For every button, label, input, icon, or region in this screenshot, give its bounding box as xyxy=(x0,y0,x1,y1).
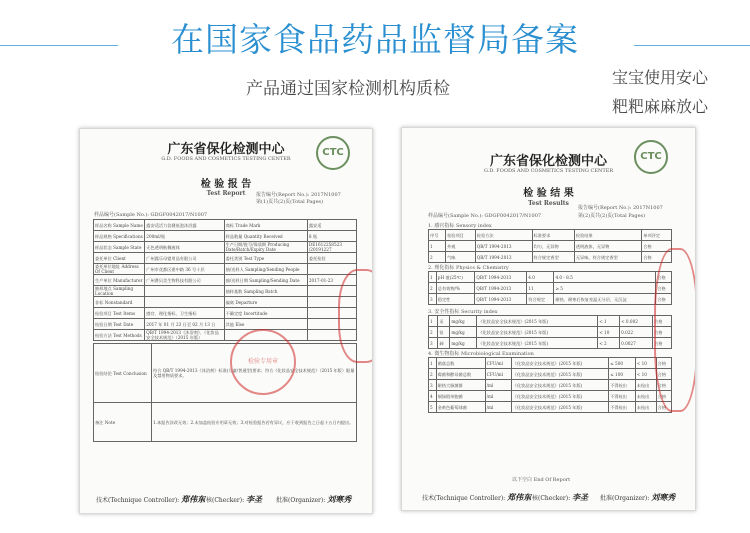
table-cell: 0.0027 xyxy=(620,338,653,349)
center-name-en: G.D. FOODS AND COSMETICS TESTING CENTER xyxy=(483,168,614,174)
table-cell: mg/kg xyxy=(450,316,477,327)
table-cell: 合格 xyxy=(656,391,671,402)
info-row xyxy=(94,264,357,275)
test-report-document xyxy=(79,128,373,514)
ctc-logo: CTC xyxy=(316,136,350,170)
table-cell: 委托单位 Client xyxy=(94,253,145,264)
section-physchem: 2. 理化指标 Physics & Chemistry xyxy=(428,265,509,271)
note-label: 备注 Note xyxy=(94,403,152,442)
table-cell: < 10 xyxy=(635,369,656,380)
seam-stamp xyxy=(654,248,696,412)
table-cell: ≤ 100 xyxy=(609,369,636,380)
table-cell: 《化妆品安全技术规范》(2015 年版) xyxy=(511,380,609,391)
sig-checker-label: 审核(Checker): xyxy=(526,495,571,502)
result-row xyxy=(429,272,672,283)
table-cell: 偏离 Departure xyxy=(224,297,307,308)
sig-organizer xyxy=(600,492,675,503)
sig-technique-name: 郑伟东 xyxy=(507,492,532,502)
table-cell: ≥ 5 xyxy=(554,283,656,294)
info-row xyxy=(94,242,357,253)
table-cell: < 2 xyxy=(598,338,620,349)
table-cell: 序号 xyxy=(429,230,446,241)
results-title-en: Test Results xyxy=(528,200,569,207)
info-row xyxy=(94,231,357,242)
table-cell: < 0.002 xyxy=(620,316,653,327)
ctc-logo: CTC xyxy=(634,140,668,174)
table-cell: 广州市花都区建中路 36 号十层 xyxy=(145,264,224,275)
table-cell: mg/kg xyxy=(450,338,477,349)
page-title: 在国家食品药品监督局备案 xyxy=(171,20,579,59)
table-cell: 生产日期/批号/保质期 Producing Date/Batch/Expiry Date xyxy=(224,242,307,253)
result-row xyxy=(429,230,672,241)
table-cell: 未检出 xyxy=(635,391,656,402)
table-cell: mg/kg xyxy=(450,327,477,338)
table-cell: 总有效物/% xyxy=(436,283,475,294)
report-title-en: Test Report xyxy=(206,190,246,197)
table-cell: 菌落总数 xyxy=(436,358,485,369)
info-row xyxy=(94,319,357,330)
table-cell: 无异味，符合规定香型 xyxy=(574,252,641,263)
table-cell: < 10 xyxy=(598,327,620,338)
info-row xyxy=(94,275,357,286)
sig-technique-label: 技术(Technique Controller): xyxy=(422,495,506,502)
report-info-table xyxy=(93,219,357,341)
sig-organizer-name: 刘寒秀 xyxy=(651,492,676,502)
center-name-en: G.D. FOODS AND COSMETICS TESTING CENTER xyxy=(161,156,291,162)
result-row xyxy=(429,391,672,402)
table-cell: 符合规定香型 xyxy=(532,252,574,263)
table-cell: 样品规格 Specifications xyxy=(94,231,145,242)
results-title-cn: 检 验 结 果 xyxy=(523,188,574,199)
center-name-cn: 广东省保化检测中心 xyxy=(489,154,607,169)
table-cell: 单项评定 xyxy=(642,230,672,241)
table-cell: 3 xyxy=(429,380,437,391)
table-cell: QB/T 1994-2013 xyxy=(475,272,527,283)
table-cell: < 10 xyxy=(635,358,656,369)
table-cell: 合格 xyxy=(642,252,672,263)
sample-number: 样品编号(Sample No.): GDGF0042017/N1007 xyxy=(428,213,542,219)
table-cell: 铅 xyxy=(438,327,450,338)
table-cell: 1 xyxy=(429,241,446,252)
table-cell: 合格 xyxy=(656,358,671,369)
test-stamp: 检验专用章 xyxy=(230,329,296,395)
table-cell: DE1612258523 /20191227 xyxy=(307,242,356,253)
table-cell: 合格 xyxy=(656,402,671,413)
table-cell: 合格 xyxy=(656,272,672,283)
center-name-cn: 广东省保化检测中心 xyxy=(167,142,285,157)
table-cell: 砷 xyxy=(438,338,450,349)
seam-stamp xyxy=(338,269,373,363)
table-cell: 未检出 xyxy=(635,380,656,391)
sig-technique-name: 郑伟东 xyxy=(181,494,206,504)
conclusion-table xyxy=(93,343,357,442)
table-cell: 8 瓶 xyxy=(307,231,356,242)
page-info: 第(1)页共(2)页(Total Pages) xyxy=(256,199,324,205)
table-cell: 金黄色葡萄球菌 xyxy=(436,402,485,413)
sensory-table xyxy=(428,229,672,263)
sig-checker-label: 审核(Checker): xyxy=(200,497,245,504)
table-cell: 《化妆品安全技术规范》(2015 年版) xyxy=(477,316,598,327)
result-row xyxy=(429,402,672,413)
table-cell: 外观 xyxy=(446,241,476,252)
table-cell: 样品数量 Quantity Received xyxy=(224,231,307,242)
table-cell: 2 xyxy=(429,369,437,380)
table-cell: QB/T 1994-2013 xyxy=(475,252,532,263)
table-cell: 气味 xyxy=(446,252,476,263)
table-cell: 《化妆品安全技术规范》(2015 年版) xyxy=(511,391,609,402)
table-cell: 4.0 - 8.5 xyxy=(554,272,656,283)
table-cell: 标准要求 xyxy=(532,230,574,241)
info-row xyxy=(94,253,357,264)
sample-number: 样品编号(Sample No.): GDGF0042017/N1007 xyxy=(94,212,208,218)
table-cell: 耐热、耐寒后恢复室温无分层、无沉淀 xyxy=(554,294,656,305)
info-row xyxy=(94,330,357,341)
table-cell: 《化妆品安全技术规范》(2015 年版) xyxy=(477,338,598,349)
sig-organizer-name: 刘寒秀 xyxy=(327,494,352,504)
table-cell: pH 值(25℃) xyxy=(436,272,475,283)
table-cell: 均匀、无异物 xyxy=(532,241,574,252)
table-cell xyxy=(145,286,224,297)
table-cell: 3 xyxy=(429,294,437,305)
table-cell: 4 xyxy=(429,391,437,402)
physchem-table xyxy=(428,271,672,305)
table-cell: 样品名称 Sample Name xyxy=(94,220,145,231)
table-cell: 检验方法 xyxy=(475,230,532,241)
table-cell: /ml xyxy=(485,402,511,413)
table-cell: 合格 xyxy=(642,241,672,252)
side-caption-2: 粑粑麻麻放心 xyxy=(612,97,709,116)
table-cell: CFU/ml xyxy=(485,358,511,369)
table-cell: 露安适活力倍健低泡沐浴露 xyxy=(145,220,224,231)
table-cell: 2 xyxy=(429,327,438,338)
table-cell: 《化妆品安全技术规范》(2015 年版) xyxy=(511,358,609,369)
table-cell: 汞 xyxy=(438,316,450,327)
info-row xyxy=(94,286,357,297)
table-cell: 未检出 xyxy=(635,402,656,413)
table-cell: 抽样地点 Sampling Location xyxy=(94,286,145,297)
table-cell: 不确定度 Incertitude xyxy=(224,308,307,319)
table-cell: 2 xyxy=(429,283,437,294)
sig-organizer-label: 批准(Organizer): xyxy=(276,497,326,504)
table-cell: CFU/ml xyxy=(485,369,511,380)
table-cell: 生产单位 Manufacturer xyxy=(94,275,145,286)
table-cell: 4.0 xyxy=(527,272,554,283)
table-cell: 检验结果 xyxy=(574,230,641,241)
test-results-document xyxy=(401,127,696,511)
table-cell: 非标 Nonstandard xyxy=(94,297,145,308)
sig-technique xyxy=(96,494,205,505)
end-of-report: 以下空白 End Of Report xyxy=(512,477,571,483)
table-cell: 《化妆品安全技术规范》(2015 年版) xyxy=(511,402,609,413)
note-row xyxy=(94,403,357,442)
info-row xyxy=(94,297,357,308)
table-cell: < 1 xyxy=(598,316,620,327)
table-cell: /ml xyxy=(485,380,511,391)
table-cell: 广州赛贝美生物科技有限公司 xyxy=(145,275,224,286)
table-cell: /ml xyxy=(485,391,511,402)
table-cell: 合格 xyxy=(653,316,672,327)
table-cell: 不得检出 xyxy=(609,391,636,402)
table-cell: 1 xyxy=(429,358,437,369)
security-table xyxy=(428,315,672,349)
table-cell: 检验项目 xyxy=(446,230,476,241)
table-cell: 检验日期 Test Date xyxy=(94,319,145,330)
table-cell: 稳定性 xyxy=(436,294,475,305)
result-row xyxy=(429,294,672,305)
table-cell: QB/T 1994-2013《沐浴剂》、《化妆品安全技术规范》（2015 年版） xyxy=(145,330,224,341)
info-row xyxy=(94,220,357,231)
sig-technique xyxy=(422,492,531,503)
table-cell: 委托检验 xyxy=(307,253,356,264)
table-cell: 合格 xyxy=(656,369,671,380)
table-cell: ≤ 500 xyxy=(609,358,636,369)
table-cell xyxy=(145,297,224,308)
result-row xyxy=(429,380,672,391)
sig-checker-name: 李圣 xyxy=(572,492,589,502)
info-row xyxy=(94,308,357,319)
page-info: 第(2)页共(2)页(Total Pages) xyxy=(578,213,646,219)
section-micro: 4. 微生物指标 Microbiological Examination xyxy=(428,351,534,357)
table-cell: QB/T 1994-2013 xyxy=(475,294,527,305)
table-cell: 抽/送样人 Sampling/Sending People xyxy=(224,264,307,275)
report-number: 报告编号(Report No.): 2017N1007 xyxy=(578,205,663,211)
side-caption-1: 宝宝使用安心 xyxy=(612,68,709,87)
result-row xyxy=(429,252,672,263)
table-cell: 透明液体，无异物 xyxy=(574,241,641,252)
table-cell: 耐热大肠菌群 xyxy=(436,380,485,391)
sig-checker xyxy=(526,492,588,503)
table-cell: 霉菌和酵母菌总数 xyxy=(436,369,485,380)
table-cell: 委托类别 Test Type xyxy=(224,253,307,264)
table-cell: 合格 xyxy=(653,338,672,349)
table-cell: 3 xyxy=(429,338,438,349)
table-cell: 2017 年 01 月 23 日至 02 月 13 日 xyxy=(145,319,224,330)
table-cell: 不得检出 xyxy=(609,402,636,413)
table-cell: 露安适 xyxy=(307,220,356,231)
sig-organizer-label: 批准(Organizer): xyxy=(600,495,650,502)
table-cell: 2 xyxy=(429,252,446,263)
table-cell: 符合规定 xyxy=(527,294,554,305)
table-cell: 广州露乐母婴用品有限公司 xyxy=(145,253,224,264)
section-sensory: 1. 感官指标 Sensory index xyxy=(428,223,492,229)
table-cell: 检验方法 Test Methods xyxy=(94,330,145,341)
table-cell: 《化妆品安全技术规范》(2015 年版) xyxy=(511,369,609,380)
result-row xyxy=(429,283,672,294)
table-cell: 检验项目 Test Items xyxy=(94,308,145,319)
report-title-cn: 检 验 报 告 xyxy=(200,179,252,190)
table-cell: 1 xyxy=(429,316,438,327)
micro-table xyxy=(428,357,672,413)
sig-technique-label: 技术(Technique Controller): xyxy=(96,497,180,504)
sig-checker-name: 李圣 xyxy=(246,494,263,504)
result-row xyxy=(429,241,672,252)
sig-organizer xyxy=(276,494,351,505)
table-cell: 抽样基数 Sampling Batch xyxy=(224,286,307,297)
result-row xyxy=(429,358,672,369)
section-security: 3. 安全性指标 Security index xyxy=(428,309,498,315)
conclusion-row xyxy=(94,344,357,403)
table-cell: 11 xyxy=(527,283,554,294)
note-text: 1.本报告涂改无效；2.未加盖检验专用章无效；3.对检验报告若有异议，应于收到报告之日起十五日内提出。 xyxy=(152,403,357,442)
table-cell: 商标 Trade Mark xyxy=(224,220,307,231)
result-row xyxy=(429,316,672,327)
table-cell: 1 xyxy=(429,272,437,283)
result-row xyxy=(429,327,672,338)
conclusion-label: 检验结论 Test Conclusion xyxy=(94,344,152,403)
table-cell: 合格 xyxy=(656,380,671,391)
result-row xyxy=(429,369,672,380)
table-cell: 感官、理化指标、卫生指标 xyxy=(145,308,224,319)
conclusion-text: 符合 QB/T 1994-2013《沐浴剂》标准(儿童/普通型)要求；符合《化妆品安全技术规范》（2015 年版）限量及禁用物质要求。 xyxy=(152,344,357,403)
table-cell: 200ml/瓶 xyxy=(145,231,224,242)
table-cell: 0.022 xyxy=(620,327,653,338)
table-cell: 合格 xyxy=(653,327,672,338)
report-number: 报告编号(Report No.): 2017N1007 xyxy=(256,192,341,198)
table-cell: QB/T 1994-2013 xyxy=(475,283,527,294)
result-row xyxy=(429,338,672,349)
table-cell: 其他 Else xyxy=(224,319,307,330)
table-cell: 5 xyxy=(429,402,437,413)
table-cell: 无色透明粘稠液体 xyxy=(145,242,224,253)
table-cell: 委托单位地址 Address Of Client xyxy=(94,264,145,275)
table-cell: 2017-01-23 xyxy=(307,275,356,286)
sig-checker xyxy=(200,494,262,505)
page-subtitle: 产品通过国家检测机构质检 xyxy=(246,79,450,99)
table-cell: 抽/送样日期 Sampling/Sending Date xyxy=(224,275,307,286)
table-cell: 《化妆品安全技术规范》(2015 年版) xyxy=(477,327,598,338)
table-cell: 铜绿假单胞菌 xyxy=(436,391,485,402)
table-cell: 合格 xyxy=(656,294,672,305)
table-cell: 样品状态 Sample State xyxy=(94,242,145,253)
table-cell: QB/T 1994-2013 xyxy=(475,241,532,252)
table-cell: 合格 xyxy=(656,283,672,294)
table-cell: 不得检出 xyxy=(609,380,636,391)
